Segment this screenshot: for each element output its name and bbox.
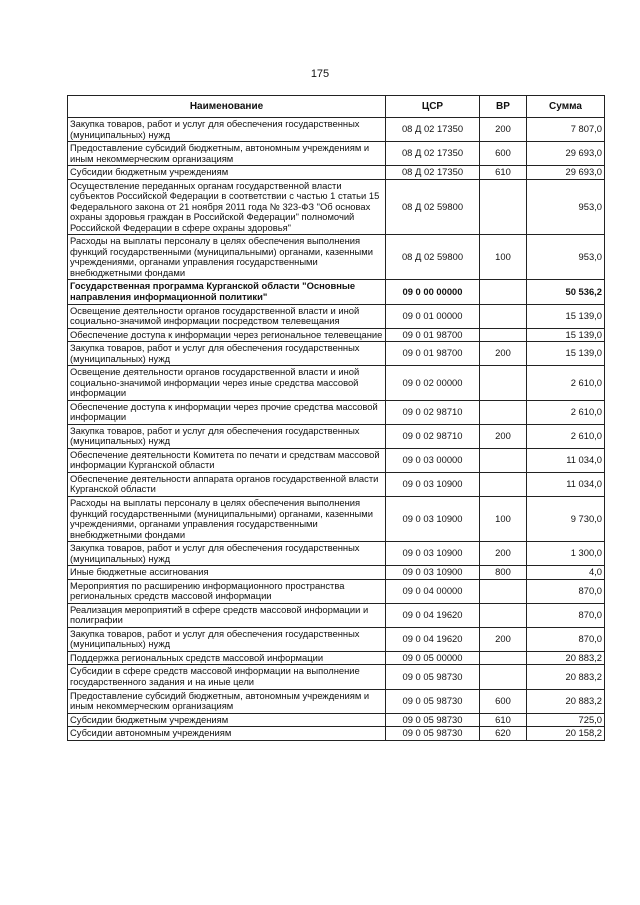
table-row [68,142,605,166]
cell-vr [480,665,527,689]
table-row [68,472,605,496]
cell-vr: 800 [480,566,527,580]
cell-csr: 09 0 03 10900 [386,472,480,496]
cell-sum: 29 693,0 [527,166,605,180]
cell-sum: 15 139,0 [527,304,605,328]
page-number: 175 [310,68,330,80]
cell-vr [480,179,527,235]
cell-vr [480,579,527,603]
table-row [68,304,605,328]
cell-sum: 870,0 [527,579,605,603]
cell-sum: 50 536,2 [527,280,605,304]
header-csr: ЦСР [386,96,480,118]
cell-csr: 09 0 01 98700 [386,342,480,366]
cell-vr: 610 [480,166,527,180]
cell-name: Закупка товаров, работ и услуг для обеспечения государственных (муниципальных) нужд [68,118,386,142]
header-vr: ВР [480,96,527,118]
cell-name: Освещение деятельности органов государственной власти и иной социально-значимой информации посредством телевещания [68,304,386,328]
cell-name: Обеспечение деятельности аппарата органов государственной власти Курганской области [68,472,386,496]
cell-vr: 200 [480,424,527,448]
cell-vr [480,400,527,424]
table-row [68,366,605,401]
cell-vr: 100 [480,235,527,280]
cell-name: Обеспечение доступа к информации через региональное телевещание [68,328,386,342]
cell-name: Закупка товаров, работ и услуг для обеспечения государственных (муниципальных) нужд [68,627,386,651]
cell-vr [480,651,527,665]
table-row [68,542,605,566]
cell-sum: 11 034,0 [527,472,605,496]
header-name: Наименование [68,96,386,118]
cell-vr [480,366,527,401]
cell-name: Расходы на выплаты персоналу в целях обеспечения выполнения функций государственными (муниципальными) органами, казенными учреждениями, органами управления государственными внебюджетными фондами [68,235,386,280]
cell-sum: 4,0 [527,566,605,580]
table-row [68,328,605,342]
cell-sum: 20 883,2 [527,651,605,665]
cell-csr: 09 0 03 10900 [386,497,480,542]
cell-name: Закупка товаров, работ и услуг для обеспечения государственных (муниципальных) нужд [68,424,386,448]
cell-csr: 08 Д 02 59800 [386,179,480,235]
table-row [68,689,605,713]
cell-csr: 09 0 04 19620 [386,627,480,651]
cell-sum: 725,0 [527,713,605,727]
cell-sum: 20 883,2 [527,665,605,689]
cell-sum: 870,0 [527,603,605,627]
cell-csr: 09 0 04 19620 [386,603,480,627]
table-row [68,235,605,280]
cell-name: Субсидии автономным учреждениям [68,727,386,741]
cell-csr: 09 0 05 98730 [386,727,480,741]
cell-csr: 09 0 04 00000 [386,579,480,603]
cell-sum: 1 300,0 [527,542,605,566]
cell-vr: 600 [480,142,527,166]
cell-csr: 08 Д 02 17350 [386,142,480,166]
cell-csr: 08 Д 02 17350 [386,118,480,142]
cell-vr [480,472,527,496]
cell-sum: 2 610,0 [527,366,605,401]
cell-name: Закупка товаров, работ и услуг для обеспечения государственных (муниципальных) нужд [68,342,386,366]
table-row [68,166,605,180]
cell-vr: 100 [480,497,527,542]
table-row [68,179,605,235]
table-row [68,497,605,542]
cell-sum: 15 139,0 [527,342,605,366]
cell-vr: 620 [480,727,527,741]
table-row [68,342,605,366]
header-sum: Сумма [527,96,605,118]
cell-name: Иные бюджетные ассигнования [68,566,386,580]
cell-name: Расходы на выплаты персоналу в целях обеспечения выполнения функций государственными (муниципальными) органами, казенными учреждениями, органами управления государственными внебюджетными фондами [68,497,386,542]
table-row [68,400,605,424]
cell-vr [480,448,527,472]
table-row [68,566,605,580]
cell-name: Обеспечение деятельности Комитета по печати и средствам массовой информации Курганской области [68,448,386,472]
cell-sum: 29 693,0 [527,142,605,166]
cell-sum: 2 610,0 [527,424,605,448]
cell-name: Субсидии бюджетным учреждениям [68,166,386,180]
cell-sum: 953,0 [527,179,605,235]
cell-csr: 09 0 02 98710 [386,424,480,448]
cell-vr [480,328,527,342]
cell-csr: 09 0 03 10900 [386,566,480,580]
budget-table [67,95,605,741]
cell-name: Закупка товаров, работ и услуг для обеспечения государственных (муниципальных) нужд [68,542,386,566]
cell-vr: 610 [480,713,527,727]
cell-csr: 09 0 01 00000 [386,304,480,328]
cell-name: Субсидии бюджетным учреждениям [68,713,386,727]
cell-vr: 600 [480,689,527,713]
table-row [68,651,605,665]
table-row [68,713,605,727]
cell-csr: 09 0 05 98730 [386,689,480,713]
cell-sum: 870,0 [527,627,605,651]
table-row [68,280,605,304]
cell-vr [480,304,527,328]
cell-vr [480,280,527,304]
cell-name: Освещение деятельности органов государственной власти и иной социально-значимой информации через иные средства массовой информации [68,366,386,401]
cell-vr: 200 [480,118,527,142]
cell-name: Реализация мероприятий в сфере средств массовой информации и полиграфии [68,603,386,627]
cell-vr: 200 [480,627,527,651]
cell-name: Осуществление переданных органам государственной власти субъектов Российской Федерации в соответствии с частью 1 статьи 15 Федерального закона от 21 ноября 2011 года № 323-ФЗ "Об основах охраны здоровья граждан в Российской Федерации" полномочий Российской Федерации в сфере охраны здоровья" [68,179,386,235]
cell-csr: 09 0 03 00000 [386,448,480,472]
cell-csr: 09 0 05 98730 [386,665,480,689]
cell-name: Предоставление субсидий бюджетным, автономным учреждениям и иным некоммерческим организациям [68,142,386,166]
cell-csr: 09 0 02 98710 [386,400,480,424]
cell-name: Государственная программа Курганской области "Основные направления информационной политики" [68,280,386,304]
cell-sum: 2 610,0 [527,400,605,424]
cell-name: Предоставление субсидий бюджетным, автономным учреждениям и иным некоммерческим организациям [68,689,386,713]
table-row [68,665,605,689]
table-header-row [68,96,605,118]
table-row [68,448,605,472]
cell-sum: 11 034,0 [527,448,605,472]
cell-name: Субсидии в сфере средств массовой информации на выполнение государственного задания и на иные цели [68,665,386,689]
cell-csr: 08 Д 02 17350 [386,166,480,180]
table-row [68,627,605,651]
cell-vr [480,603,527,627]
cell-csr: 09 0 05 98730 [386,713,480,727]
cell-name: Поддержка региональных средств массовой информации [68,651,386,665]
cell-csr: 09 0 03 10900 [386,542,480,566]
cell-sum: 15 139,0 [527,328,605,342]
cell-sum: 953,0 [527,235,605,280]
cell-csr: 08 Д 02 59800 [386,235,480,280]
cell-vr: 200 [480,542,527,566]
cell-sum: 20 158,2 [527,727,605,741]
table-row [68,727,605,741]
cell-name: Мероприятия по расширению информационного пространства региональных средств массовой информации [68,579,386,603]
cell-csr: 09 0 00 00000 [386,280,480,304]
table-row [68,603,605,627]
cell-csr: 09 0 01 98700 [386,328,480,342]
cell-sum: 9 730,0 [527,497,605,542]
table-row [68,118,605,142]
cell-name: Обеспечение доступа к информации через прочие средства массовой информации [68,400,386,424]
table-row [68,579,605,603]
cell-vr: 200 [480,342,527,366]
cell-csr: 09 0 05 00000 [386,651,480,665]
cell-sum: 7 807,0 [527,118,605,142]
cell-sum: 20 883,2 [527,689,605,713]
cell-csr: 09 0 02 00000 [386,366,480,401]
table-row [68,424,605,448]
